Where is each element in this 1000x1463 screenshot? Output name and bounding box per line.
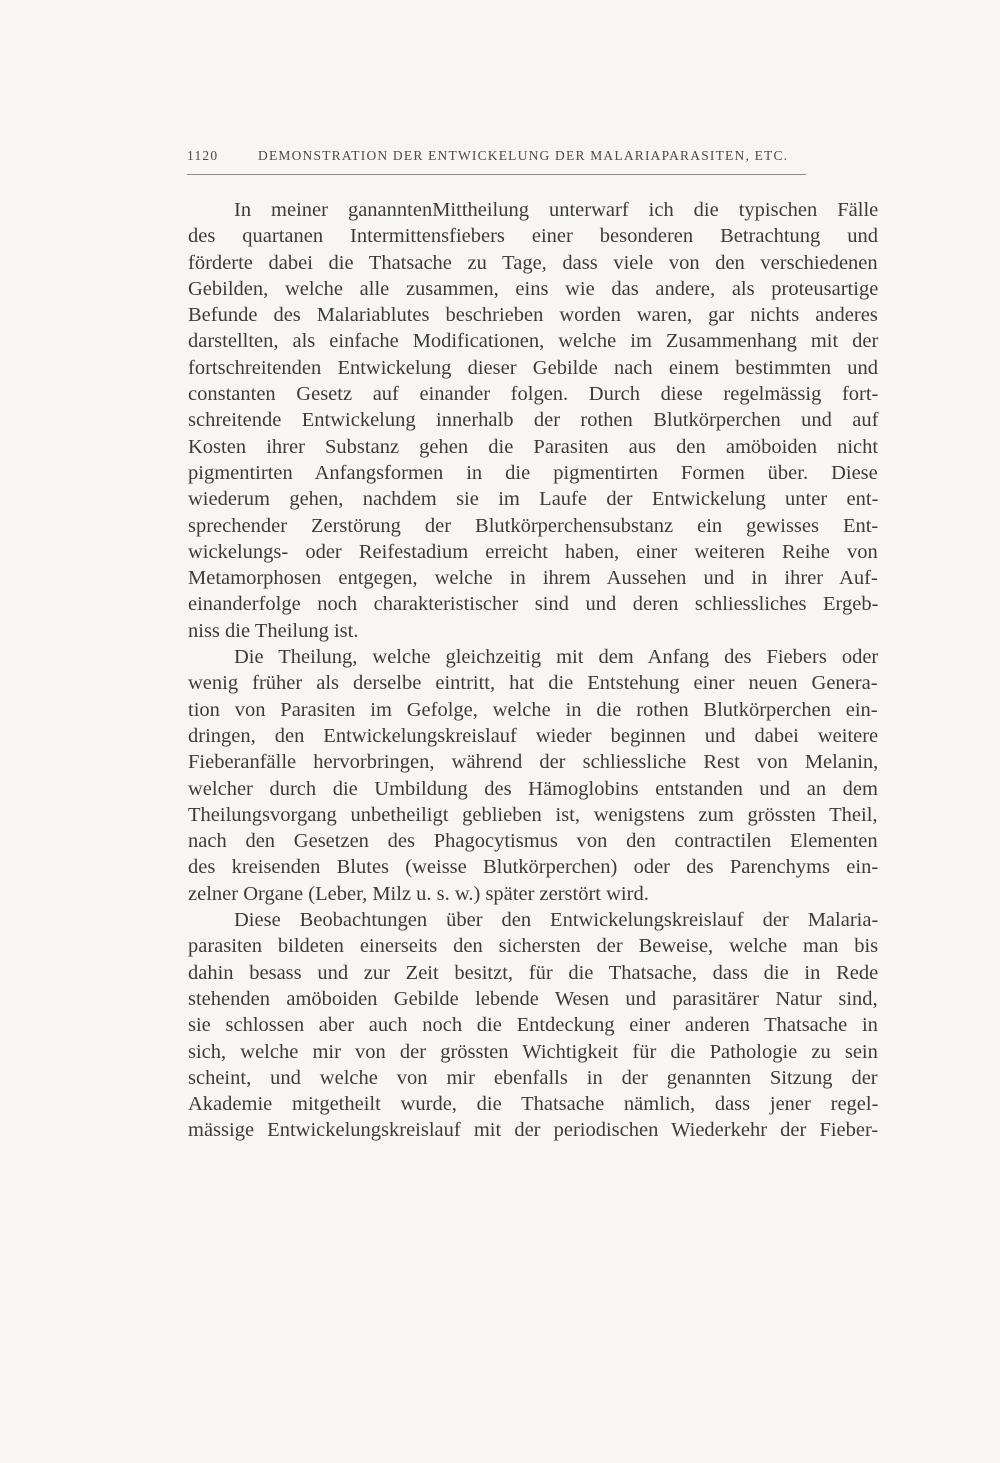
text-line: Metamorphosen entgegen, welche in ihrem Aussehen und in ihrer Auf- <box>188 567 878 590</box>
text-line: Die Theilung, welche gleichzeitig mit dem Anfang des Fiebers oder <box>234 646 879 669</box>
text-line: förderte dabei die Thatsache zu Tage, dass viele von den verschiedenen <box>188 251 878 274</box>
running-title: DEMONSTRATION DER ENTWICKELUNG DER MALARIAPARASITEN, ETC. <box>258 148 789 163</box>
text-line: schreitende Entwickelung innerhalb der rothen Blutkörperchen und auf <box>188 409 879 432</box>
text-line: tion von Parasiten im Gefolge, welche in die rothen Blutkörperchen ein- <box>188 698 878 721</box>
running-header <box>187 148 806 170</box>
text-line: sie schlossen aber auch noch die Entdeckung einer anderen Thatsache in <box>188 1014 878 1037</box>
text-line: wenig früher als derselbe eintritt, hat die Entstehung einer neuen Genera- <box>188 672 878 695</box>
paragraph-2 <box>188 644 878 907</box>
text-line: stehenden amöboiden Gebilde lebende Wesen und parasitärer Natur sind, <box>188 987 878 1010</box>
text-line: scheint, und welche von mir ebenfalls in der genannten Sitzung der <box>188 1066 878 1089</box>
text-line: pigmentirten Anfangsformen in die pigmentirten Formen über. Diese <box>188 461 878 484</box>
text-line: dahin besass und zur Zeit besitzt, für die Thatsache, dass die in Rede <box>188 961 879 984</box>
body-text <box>188 197 878 1144</box>
text-line: Diese Beobachtungen über den Entwickelungskreislauf der Malaria- <box>234 909 879 932</box>
text-line: sprechender Zerstörung der Blutkörperchensubstanz ein gewisses Ent- <box>188 514 879 537</box>
text-line: dringen, den Entwickelungskreislauf wieder beginnen und dabei weitere <box>188 724 879 747</box>
text-line: Akademie mitgetheilt wurde, die Thatsache nämlich, dass jener regel- <box>188 1093 879 1116</box>
text-line: nach den Gesetzen des Phagocytismus von den contractilen Elementen <box>188 830 878 853</box>
text-line: parasiten bildeten einerseits den sichersten der Beweise, welche man bis <box>188 935 879 958</box>
page-number: 1120 <box>187 148 219 163</box>
paragraph-3 <box>188 907 878 1144</box>
text-line: niss die Theilung ist. <box>188 619 359 642</box>
paragraph-1 <box>188 197 878 644</box>
text-line: Fieberanfälle hervorbringen, während der schliessliche Rest von Melanin, <box>188 751 879 774</box>
text-line: wickelungs- oder Reifestadium erreicht haben, einer weiteren Reihe von <box>188 540 878 563</box>
text-line: Kosten ihrer Substanz gehen die Parasiten aus den amöboiden nicht <box>188 435 879 458</box>
text-line: constanten Gesetz auf einander folgen. Durch diese regelmässig fort- <box>188 383 879 406</box>
text-line: Gebilden, welche alle zusammen, eins wie das andere, als proteusartige <box>188 277 879 300</box>
text-line: wiederum gehen, nachdem sie im Laufe der Entwickelung unter ent- <box>188 488 879 511</box>
text-line: des kreisenden Blutes (weisse Blutkörperchen) oder des Parenchyms ein- <box>188 856 879 879</box>
header-rule <box>187 174 806 175</box>
text-line: welcher durch die Umbildung des Hämoglobins entstanden und an dem <box>188 777 878 800</box>
text-line: mässige Entwickelungskreislauf mit der periodischen Wiederkehr der Fieber- <box>188 1119 879 1142</box>
text-line: Theilungsvorgang unbetheiligt geblieben ist, wenigstens zum grössten Theil, <box>188 803 878 826</box>
text-line: einanderfolge noch charakteristischer sind und deren schliessliches Ergeb- <box>188 593 879 616</box>
text-line: sich, welche mir von der grössten Wichtigkeit für die Pathologie zu sein <box>188 1040 878 1063</box>
text-line: des quartanen Intermittensfiebers einer besonderen Betrachtung und <box>188 225 878 248</box>
text-line: In meiner gananntenMittheilung unterwarf ich die typischen Fälle <box>234 199 879 221</box>
text-line: Befunde des Malariablutes beschrieben worden waren, gar nichts anderes <box>188 304 878 327</box>
text-line: darstellten, als einfache Modificationen, welche im Zusammenhang mit der <box>188 330 879 353</box>
text-line: zelner Organe (Leber, Milz u. s. w.) später zerstört wird. <box>188 882 649 905</box>
text-line: fortschreitenden Entwickelung dieser Gebilde nach einem bestimmten und <box>188 356 878 379</box>
